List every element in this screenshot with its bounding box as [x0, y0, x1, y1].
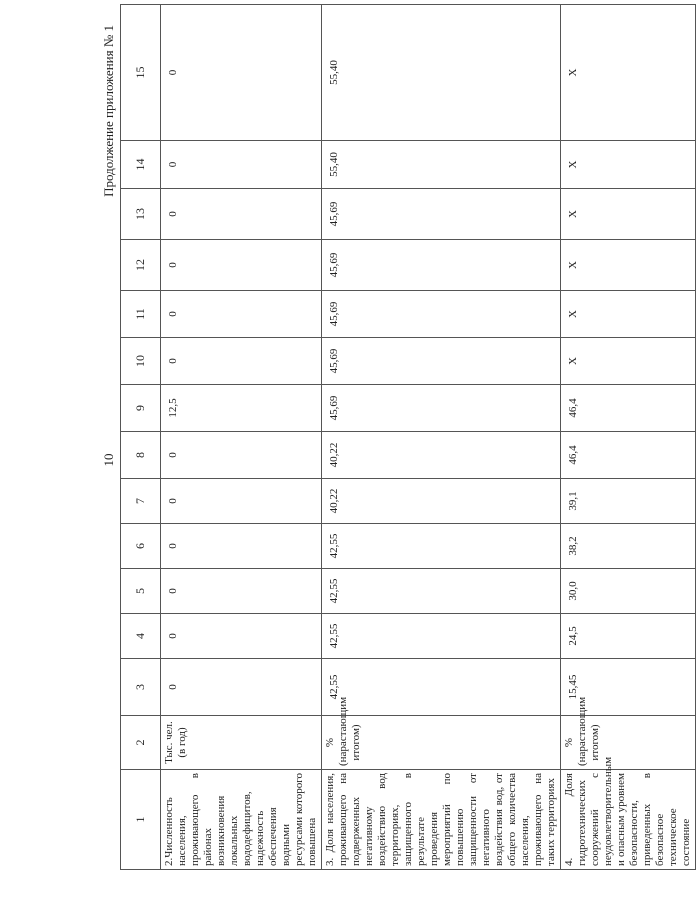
- value-cell: 0: [161, 479, 322, 524]
- value-cell: X: [561, 240, 696, 291]
- header-row: [121, 5, 161, 870]
- value-cell: 0: [161, 569, 322, 614]
- value-cell: X: [561, 338, 696, 385]
- table-row: [322, 5, 561, 870]
- value-cell: X: [561, 189, 696, 240]
- header-cell: 5: [121, 569, 161, 614]
- indicator-name: 2.Численность населения, проживающего в районах возникновения локальных вододефицитов, надежность обеспечения водными ресурсами которого повышена: [161, 770, 322, 870]
- value-cell: 46,4: [561, 385, 696, 432]
- value-cell: 0: [161, 5, 322, 141]
- continuation-label: Продолжение приложения № 1: [101, 25, 116, 197]
- header-cell: 6: [121, 524, 161, 569]
- value-cell: 0: [161, 240, 322, 291]
- value-cell: 40,22: [322, 432, 561, 479]
- value-cell: 45,69: [322, 189, 561, 240]
- value-cell: 0: [161, 524, 322, 569]
- indicator-unit: % (нарастающим итогом): [561, 716, 696, 770]
- value-cell: 45,69: [322, 338, 561, 385]
- value-cell: 0: [161, 189, 322, 240]
- value-cell: 15,45: [561, 659, 696, 716]
- value-cell: 45,69: [322, 385, 561, 432]
- indicator-unit: Тыс. чел. (в год): [161, 716, 322, 770]
- indicator-name: 3. Доля населения, проживающего на подверженных негативному воздействию вод территориях, защищенного в результате проведения мероприятий по повышению защищенности от негативного воздействия вод, от общего количества населения, проживающего на таких территориях: [322, 770, 561, 870]
- header-cell: 4: [121, 614, 161, 659]
- header-cell: 8: [121, 432, 161, 479]
- value-cell: 0: [161, 141, 322, 189]
- value-cell: 42,55: [322, 569, 561, 614]
- header-cell: 1: [121, 770, 161, 870]
- header-cell: 14: [121, 141, 161, 189]
- value-cell: 45,69: [322, 291, 561, 338]
- header-cell: 11: [121, 291, 161, 338]
- header-cell: 13: [121, 189, 161, 240]
- value-cell: X: [561, 291, 696, 338]
- header-cell: 15: [121, 5, 161, 141]
- rotated-sheet: [100, 5, 692, 890]
- value-cell: X: [561, 5, 696, 141]
- indicator-unit: % (нарастающим итогом): [322, 716, 561, 770]
- value-cell: 38,2: [561, 524, 696, 569]
- header-cell: 2: [121, 716, 161, 770]
- value-cell: 24,5: [561, 614, 696, 659]
- header-cell: 9: [121, 385, 161, 432]
- header-cell: 10: [121, 338, 161, 385]
- value-cell: X: [561, 141, 696, 189]
- value-cell: 0: [161, 432, 322, 479]
- value-cell: 39,1: [561, 479, 696, 524]
- value-cell: 46,4: [561, 432, 696, 479]
- page-number: 10: [101, 453, 116, 467]
- indicators-table: [120, 4, 696, 870]
- value-cell: 42,55: [322, 659, 561, 716]
- value-cell: 0: [161, 291, 322, 338]
- value-cell: 42,55: [322, 524, 561, 569]
- value-cell: 0: [161, 614, 322, 659]
- indicator-name: 4. Доля гидротехнических сооружений с неудовлетворительным и опасным уровнем безопасности, приведенных в безопасное техническое состояние: [561, 770, 696, 870]
- value-cell: 30,0: [561, 569, 696, 614]
- value-cell: 0: [161, 659, 322, 716]
- table-row: [561, 5, 696, 870]
- value-cell: 42,55: [322, 614, 561, 659]
- header-cell: 12: [121, 240, 161, 291]
- value-cell: 45,69: [322, 240, 561, 291]
- value-cell: 55,40: [322, 141, 561, 189]
- value-cell: 40,22: [322, 479, 561, 524]
- value-cell: 0: [161, 338, 322, 385]
- value-cell: 55,40: [322, 5, 561, 141]
- table-row: [161, 5, 322, 870]
- value-cell: 12,5: [161, 385, 322, 432]
- header-cell: 7: [121, 479, 161, 524]
- header-cell: 3: [121, 659, 161, 716]
